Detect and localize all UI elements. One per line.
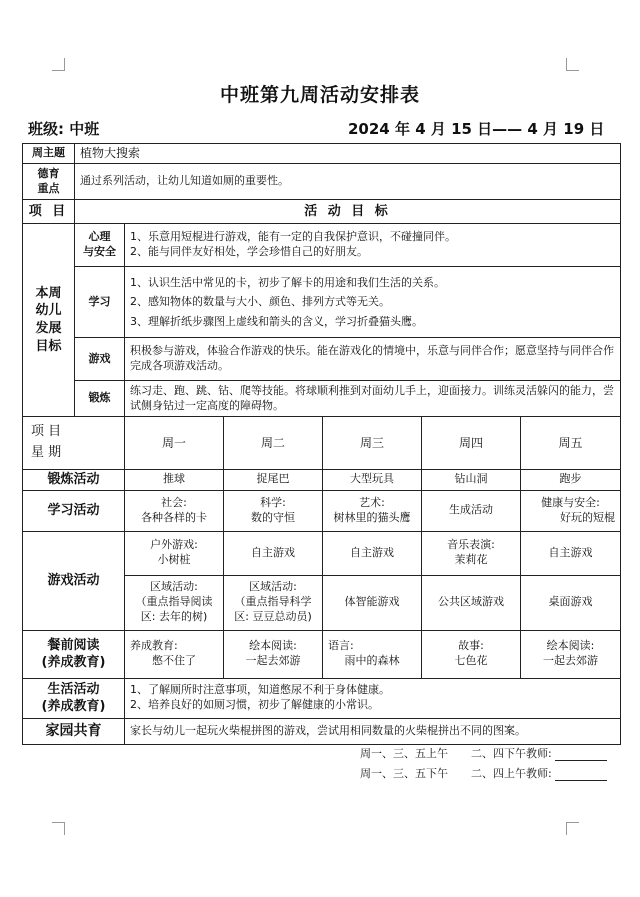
- schedule-cell: 区域活动: （重点指导阅读 区: 去年的树): [125, 575, 224, 630]
- schedule-cell: 艺术: 树林里的猫头鹰: [323, 490, 422, 531]
- moral-value: 通过系列活动，让幼儿知道如厕的重要性。: [75, 164, 621, 200]
- day-header: 周二: [224, 417, 323, 470]
- schedule-cell: 捉尾巴: [224, 470, 323, 491]
- goal-category-label: 心理 与安全: [75, 224, 125, 267]
- life-text: 1、了解厕所时注意事项，知道憋尿不利于身体健康。 2、培养良好的如厕习惯，初步了解健康的小常识。: [125, 678, 621, 718]
- theme-value: 植物大搜索: [75, 144, 621, 164]
- day-header: 周一: [125, 417, 224, 470]
- play-row-1: [23, 531, 621, 575]
- crop-mark-top-left: [52, 58, 65, 71]
- goal-text: 积极参与游戏，体验合作游戏的快乐。能在游戏化的情境中，乐意与同伴合作；愿意坚持与同伴合作完成各项游戏活动。: [125, 338, 621, 381]
- schedule-cell: 生成活动: [422, 490, 521, 531]
- goal-text: 1、认识生活中常见的卡，初步了解卡的用途和我们生活的关系。 2、感知物体的数量与大小、颜色、排列方式等无关。 3、理解折纸步骤图上虚线和箭头的含义，学习折叠猫头鹰。: [125, 267, 621, 338]
- schedule-table: [22, 143, 621, 745]
- day-header: 周四: [422, 417, 521, 470]
- schedule-cell: 音乐表演: 茉莉花: [422, 531, 521, 575]
- footer-days: 周一、三、五下午: [360, 767, 448, 780]
- schedule-cell: 语言: 雨中的森林: [323, 630, 422, 678]
- goal-row-exercise: [23, 381, 621, 417]
- day-header: 周三: [323, 417, 422, 470]
- learning-row: [23, 490, 621, 531]
- schedule-cell: 跑步: [521, 470, 621, 491]
- schedule-cell: 养成教育: 憋不住了: [125, 630, 224, 678]
- schedule-cell: 体智能游戏: [323, 575, 422, 630]
- schedule-cell: 故事: 七色花: [422, 630, 521, 678]
- teacher-signature-line[interactable]: [555, 748, 607, 761]
- exercise-row: [23, 470, 621, 491]
- goal-text: 1、乐意用短棍进行游戏，能有一定的自我保护意识，不碰撞同伴。 2、能与同伴友好相处，学会珍惜自己的好朋友。: [125, 224, 621, 267]
- date-range: 2024 年 4 月 15 日—— 4 月 19 日: [348, 120, 605, 138]
- schedule-cell: 自主游戏: [224, 531, 323, 575]
- schedule-cell: 户外游戏: 小树桩: [125, 531, 224, 575]
- goal-header-row: [23, 200, 621, 224]
- schedule-cell: 绘本阅读: 一起去郊游: [224, 630, 323, 678]
- schedule-cell: 科学: 数的守恒: [224, 490, 323, 531]
- day-header: 周五: [521, 417, 621, 470]
- goal-row-learning: [23, 267, 621, 338]
- schedule-cell: 自主游戏: [323, 531, 422, 575]
- footer-days: 周一、三、五上午: [360, 747, 448, 760]
- schedule-cell: 社会: 各种各样的卡: [125, 490, 224, 531]
- footer-teacher-label: 二、四上午教师:: [471, 767, 552, 780]
- schedule-cell: 推球: [125, 470, 224, 491]
- schedule-cell: 区域活动: （重点指导科学 区: 豆豆总动员): [224, 575, 323, 630]
- schedule-cell: 钻山洞: [422, 470, 521, 491]
- schedule-cell: 健康与安全: 好玩的短棍: [521, 490, 621, 531]
- row-label: 学习活动: [23, 490, 125, 531]
- crop-mark-top-right: [566, 58, 579, 71]
- theme-row: [23, 144, 621, 164]
- goals-section-label: 本周 幼儿 发展 目标: [23, 224, 75, 417]
- home-text: 家长与幼儿一起玩火柴棍拼图的游戏，尝试用相同数量的火柴棍拼出不同的图案。: [125, 718, 621, 744]
- goal-text: 练习走、跑、跳、钻、爬等技能。将球顺利推到对面幼儿手上，迎面接力。训练灵活躲闪的能力，尝试侧身钻过一定高度的障碍物。: [125, 381, 621, 417]
- goal-category-label: 游戏: [75, 338, 125, 381]
- moral-label: 德育 重点: [23, 164, 75, 200]
- schedule-cell: 自主游戏: [521, 531, 621, 575]
- row-label: 生活活动 (养成教育): [23, 678, 125, 718]
- footer-line-1: [360, 745, 607, 761]
- schedule-cell: 公共区域游戏: [422, 575, 521, 630]
- row-label: 锻炼活动: [23, 470, 125, 491]
- moral-row: [23, 164, 621, 200]
- class-label: 班级: 中班: [28, 120, 100, 138]
- item-weekday-corner: 项 目 星 期: [23, 417, 125, 470]
- item-header: 项 目: [23, 200, 75, 224]
- crop-mark-bottom-left: [52, 822, 65, 835]
- page-title: 中班第九周活动安排表: [219, 84, 420, 106]
- weekday-header-row: [23, 417, 621, 470]
- teacher-signature-line[interactable]: [555, 768, 607, 781]
- goal-category-label: 锻炼: [75, 381, 125, 417]
- home-row: [23, 718, 621, 744]
- row-label: 游戏活动: [23, 531, 125, 630]
- row-label: 餐前阅读 (养成教育): [23, 630, 125, 678]
- life-row: [23, 678, 621, 718]
- theme-label: 周主题: [23, 144, 75, 164]
- crop-mark-bottom-right: [566, 822, 579, 835]
- goal-row-psych: [23, 224, 621, 267]
- schedule-cell: 大型玩具: [323, 470, 422, 491]
- schedule-cell: 桌面游戏: [521, 575, 621, 630]
- reading-row: [23, 630, 621, 678]
- row-label: 家园共育: [23, 718, 125, 744]
- goal-row-play: [23, 338, 621, 381]
- footer-line-2: [360, 765, 607, 781]
- goal-category-label: 学习: [75, 267, 125, 338]
- schedule-cell: 绘本阅读: 一起去郊游: [521, 630, 621, 678]
- footer-teacher-label: 二、四下午教师:: [471, 747, 552, 760]
- goal-header: 活 动 目 标: [75, 200, 621, 224]
